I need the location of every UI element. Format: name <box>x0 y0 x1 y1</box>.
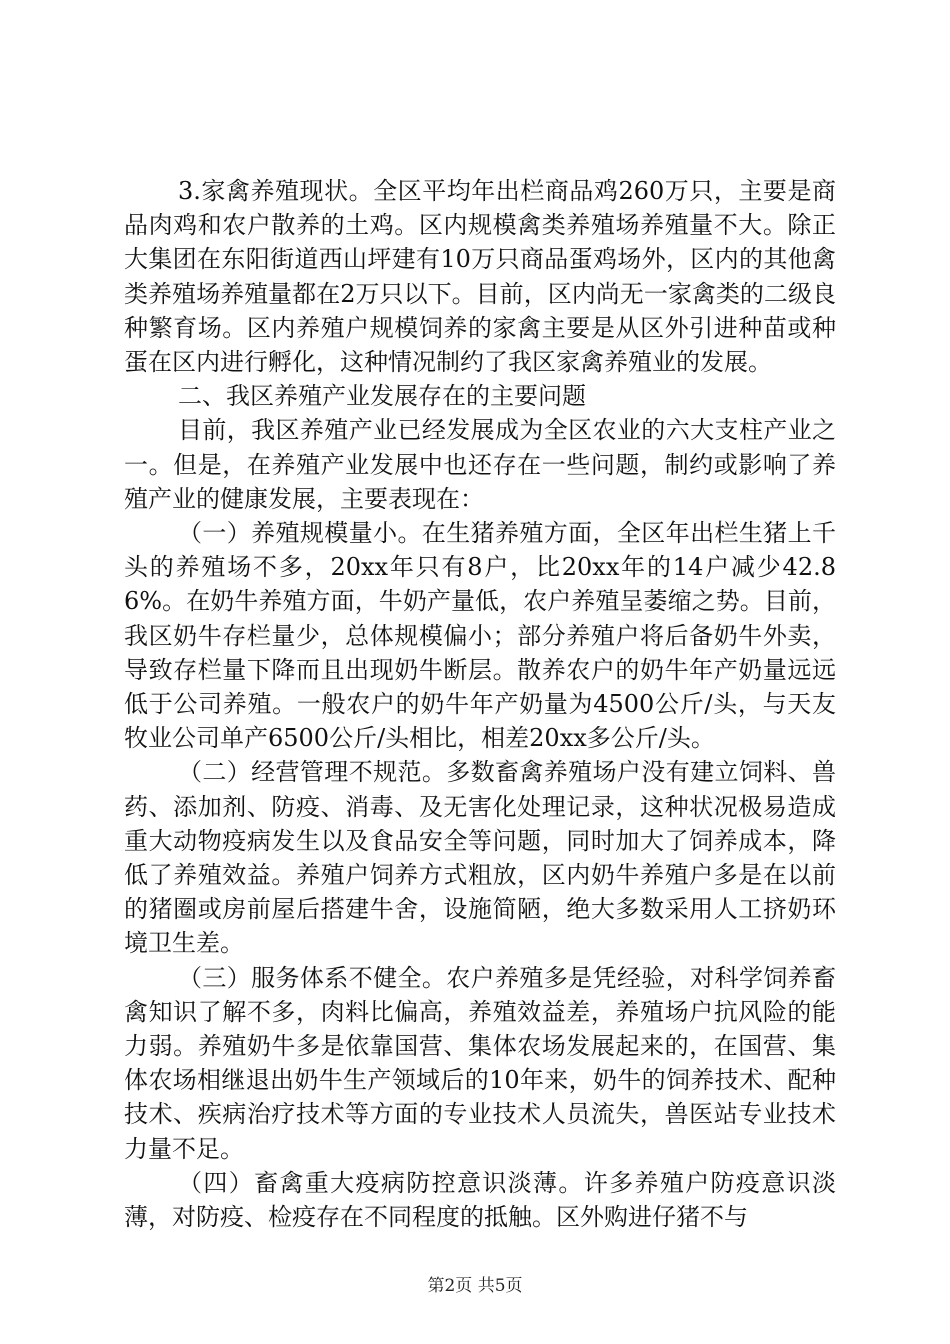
paragraph-problem-scale: （一）养殖规模量小。在生猪养殖方面，全区年出栏生猪上千头的养殖场不多，20xx年只有8户，比20xx年的14户减少42.86%。在奶牛养殖方面，牛奶产量低，农户养殖呈萎缩之势。目前，我区奶牛存栏量少，总体规模偏小；部分养殖户将后备奶牛外卖，导致存栏量下降而且出现奶牛断层。散养农户的奶牛年产奶量远远低于公司养殖。一般农户的奶牛年产奶量为4500公斤/头，与天友牧业公司单产6500公斤/头相比，相差20xx多公斤/头。 <box>124 519 836 753</box>
section-heading-main-problems: 二、我区养殖产业发展存在的主要问题 <box>178 382 586 411</box>
paragraph-problems-intro: 目前，我区养殖产业已经发展成为全区农业的六大支柱产业之一。但是，在养殖产业发展中也还存在一些问题，制约或影响了养殖产业的健康发展，主要表现在： <box>124 416 836 513</box>
paragraph-problem-service: （三）服务体系不健全。农户养殖多是凭经验，对科学饲养畜禽知识了解不多，肉料比偏高，养殖效益差，养殖场户抗风险的能力弱。养殖奶牛多是依靠国营、集体农场发展起来的，在国营、集体农场相继退出奶牛生产领域后的10年来，奶牛的饲养技术、配种技术、疾病治疗技术等方面的专业技术人员流失，兽医站专业技术力量不足。 <box>124 963 836 1163</box>
paragraph-poultry-status: 3.家禽养殖现状。全区平均年出栏商品鸡260万只，主要是商品肉鸡和农户散养的土鸡。区内规模禽类养殖场养殖量不大。除正大集团在东阳街道西山坪建有10万只商品蛋鸡场外，区内的其他禽类养殖场养殖量都在2万只以下。目前，区内尚无一家禽类的二级良种繁育场。区内养殖户规模饲养的家禽主要是从区外引进种苗或种蛋在区内进行孵化，这种情况制约了我区家禽养殖业的发展。 <box>124 177 836 377</box>
page-footer: 第2页 共5页 <box>427 1276 523 1296</box>
paragraph-problem-epidemic: （四）畜禽重大疫病防控意识淡薄。许多养殖户防疫意识淡薄，对防疫、检疫存在不同程度的抵触。区外购进仔猪不与 <box>124 1168 836 1232</box>
paragraph-problem-management: （二）经营管理不规范。多数畜禽养殖场户没有建立饲料、兽药、添加剂、防疫、消毒、及无害化处理记录，这种状况极易造成重大动物疫病发生以及食品安全等问题，同时加大了饲养成本，降低了养殖效益。养殖户饲养方式粗放，区内奶牛养殖户多是在以前的猪圈或房前屋后搭建牛舍，设施简陋，绝大多数采用人工挤奶环境卫生差。 <box>124 758 836 958</box>
document-body <box>124 174 836 1234</box>
